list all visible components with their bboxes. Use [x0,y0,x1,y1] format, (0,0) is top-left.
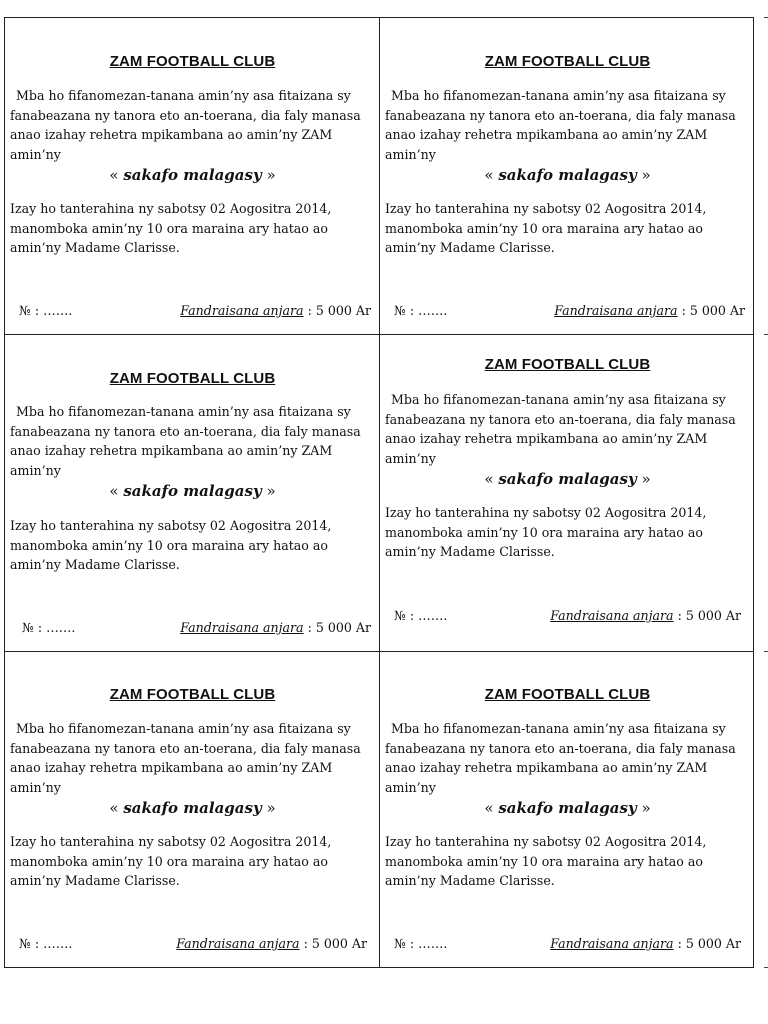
contribution-separator: : [681,303,686,318]
ticket-number: № : ……. [22,620,76,635]
contribution-separator: : [677,608,682,623]
event-details: Izay ho tanterahina ny sabotsy 02 Aogositra 2014, manomboka amin’ny 10 ora maraina ary hatao ao amin’ny Madame Clarisse. [385,201,707,256]
invitation-text: Mba ho fifanomezan-tanana amin’ny asa fitaizana sy fanabeazana ny tanora eto an-toerana, dia faly manasa anao izahay rehetra mpikambana ao amin’ny ZAM amin’ny [10,721,361,796]
ticket-number: № : ……. [394,936,448,951]
open-quote: « [109,482,119,500]
dish-title [5,482,380,500]
club-name: ZAM FOOTBALL CLUB [484,53,651,70]
close-quote: » [266,482,276,500]
dish-name: sakafo malagasy [123,166,262,184]
dish-title [5,166,380,184]
dish-name: sakafo malagasy [498,799,637,817]
ticket-5 [4,651,379,968]
contribution-label: Fandraisana anjara [176,936,300,951]
ticket-4 [379,334,754,651]
contribution [176,936,367,951]
contribution-separator: : [307,303,312,318]
ticket-2 [379,17,754,334]
contribution-separator: : [303,936,308,951]
contribution-label: Fandraisana anjara [550,936,674,951]
invitation-text: Mba ho fifanomezan-tanana amin’ny asa fitaizana sy fanabeazana ny tanora eto an-toerana, dia faly manasa anao izahay rehetra mpikambana ao amin’ny ZAM amin’ny [385,392,736,467]
club-name: ZAM FOOTBALL CLUB [109,686,276,703]
ticket-number: № : ……. [394,608,448,623]
contribution [180,303,371,318]
contribution [550,608,741,623]
dish-title [380,166,755,184]
contribution-value: 5 000 Ar [315,303,371,318]
club-name: ZAM FOOTBALL CLUB [109,370,276,387]
dish-name: sakafo malagasy [498,166,637,184]
open-quote: « [484,799,494,817]
cut-line-stub [764,334,768,335]
open-quote: « [484,166,494,184]
cut-line-stub [764,17,768,18]
close-quote: » [641,799,651,817]
cut-line-stub [764,967,768,968]
contribution-label: Fandraisana anjara [550,608,674,623]
contribution-label: Fandraisana anjara [180,303,304,318]
dish-title [5,799,380,817]
open-quote: « [109,799,119,817]
invitation-text: Mba ho fifanomezan-tanana amin’ny asa fitaizana sy fanabeazana ny tanora eto an-toerana, dia faly manasa anao izahay rehetra mpikambana ao amin’ny ZAM amin’ny [10,404,361,479]
contribution-value: 5 000 Ar [315,620,371,635]
contribution-separator: : [307,620,312,635]
invitation-text: Mba ho fifanomezan-tanana amin’ny asa fitaizana sy fanabeazana ny tanora eto an-toerana, dia faly manasa anao izahay rehetra mpikambana ao amin’ny ZAM amin’ny [10,88,361,163]
close-quote: » [641,166,651,184]
event-details: Izay ho tanterahina ny sabotsy 02 Aogositra 2014, manomboka amin’ny 10 ora maraina ary hatao ao amin’ny Madame Clarisse. [10,518,332,573]
contribution [554,303,745,318]
contribution-value: 5 000 Ar [685,936,741,951]
event-details: Izay ho tanterahina ny sabotsy 02 Aogositra 2014, manomboka amin’ny 10 ora maraina ary hatao ao amin’ny Madame Clarisse. [10,834,332,889]
event-details: Izay ho tanterahina ny sabotsy 02 Aogositra 2014, manomboka amin’ny 10 ora maraina ary hatao ao amin’ny Madame Clarisse. [385,834,707,889]
club-name: ZAM FOOTBALL CLUB [484,356,651,373]
contribution-label: Fandraisana anjara [554,303,678,318]
dish-title [380,470,755,488]
ticket-number: № : ……. [19,303,73,318]
ticket-6 [379,651,754,968]
contribution-separator: : [677,936,682,951]
contribution-value: 5 000 Ar [689,303,745,318]
event-details: Izay ho tanterahina ny sabotsy 02 Aogositra 2014, manomboka amin’ny 10 ora maraina ary hatao ao amin’ny Madame Clarisse. [10,201,332,256]
dish-name: sakafo malagasy [123,482,262,500]
club-name: ZAM FOOTBALL CLUB [109,53,276,70]
club-name: ZAM FOOTBALL CLUB [484,686,651,703]
cut-line-stub [764,651,768,652]
dish-name: sakafo malagasy [123,799,262,817]
invitation-text: Mba ho fifanomezan-tanana amin’ny asa fitaizana sy fanabeazana ny tanora eto an-toerana, dia faly manasa anao izahay rehetra mpikambana ao amin’ny ZAM amin’ny [385,88,736,163]
ticket-3 [4,334,379,651]
contribution [550,936,741,951]
invitation-text: Mba ho fifanomezan-tanana amin’ny asa fitaizana sy fanabeazana ny tanora eto an-toerana, dia faly manasa anao izahay rehetra mpikambana ao amin’ny ZAM amin’ny [385,721,736,796]
ticket-number: № : ……. [394,303,448,318]
ticket-number: № : ……. [19,936,73,951]
close-quote: » [266,166,276,184]
dish-title [380,799,755,817]
close-quote: » [641,470,651,488]
contribution-value: 5 000 Ar [685,608,741,623]
ticket-1 [4,17,379,334]
open-quote: « [109,166,119,184]
contribution-value: 5 000 Ar [311,936,367,951]
dish-name: sakafo malagasy [498,470,637,488]
contribution [180,620,371,635]
open-quote: « [484,470,494,488]
event-details: Izay ho tanterahina ny sabotsy 02 Aogositra 2014, manomboka amin’ny 10 ora maraina ary hatao ao amin’ny Madame Clarisse. [385,505,707,560]
close-quote: » [266,799,276,817]
contribution-label: Fandraisana anjara [180,620,304,635]
